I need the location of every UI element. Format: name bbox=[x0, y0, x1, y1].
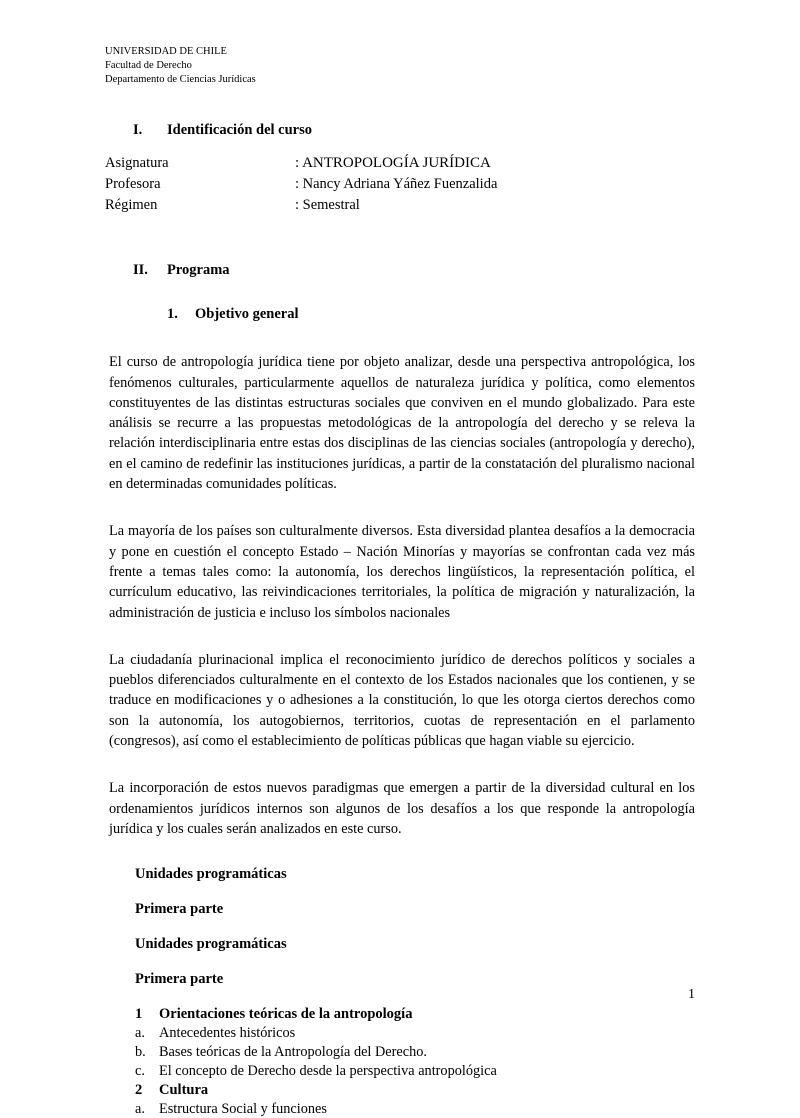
unit-heading: Unidades programáticas bbox=[135, 866, 287, 883]
spacer bbox=[105, 339, 695, 352]
list-item-numeral: b. bbox=[135, 1044, 146, 1061]
row-value-asignatura: : ANTROPOLOGÍA JURÍDICA bbox=[295, 154, 491, 171]
section-numeral: I. bbox=[133, 121, 143, 138]
list-item bbox=[105, 1025, 695, 1042]
unit-heading: Unidades programáticas bbox=[135, 936, 287, 953]
section-heading-programa bbox=[105, 262, 695, 279]
unit-heading: Primera parte bbox=[135, 971, 224, 988]
letterhead-faculty: Facultad de Derecho bbox=[105, 60, 192, 72]
subheading-numeral: 1. bbox=[167, 306, 178, 323]
list-item-numeral: c. bbox=[135, 1063, 145, 1080]
course-identification-table bbox=[105, 153, 695, 217]
table-row bbox=[105, 195, 695, 216]
table-row bbox=[105, 174, 695, 195]
list-item-numeral: a. bbox=[135, 1101, 145, 1118]
unit-heading: Primera parte bbox=[135, 901, 224, 918]
list-item-label: Orientaciones teóricas de la antropología bbox=[159, 1006, 413, 1023]
row-label-asignatura: Asignatura bbox=[105, 154, 169, 171]
letterhead bbox=[105, 45, 695, 88]
spacer bbox=[105, 293, 695, 306]
list-item bbox=[105, 1044, 695, 1061]
section-title: Identificación del curso bbox=[167, 121, 312, 138]
page-number: 1 bbox=[688, 987, 695, 1002]
row-label-profesora: Profesora bbox=[105, 176, 161, 193]
row-value-profesora: : Nancy Adriana Yáñez Fuenzalida bbox=[295, 176, 498, 193]
spacer bbox=[105, 216, 695, 262]
row-value-regimen: : Semestral bbox=[295, 197, 360, 214]
list-item-label: El concepto de Derecho desde la perspectiva antropológica bbox=[159, 1063, 497, 1080]
list-item-label: Bases teóricas de la Antropología del Derecho. bbox=[159, 1044, 427, 1061]
list-item-numeral: 1 bbox=[135, 1006, 143, 1023]
spacer bbox=[105, 508, 695, 521]
spacer bbox=[105, 765, 695, 778]
letterhead-university: UNIVERSIDAD DE CHILE bbox=[105, 46, 227, 57]
paragraph: El curso de antropología jurídica tiene por objeto analizar, desde una perspectiva antropológica, los fenómenos culturales, particularmente aquellos de naturaleza jurídica y política, como elementos constituyentes de las distintas estructuras sociales que conviven en el mundo globalizado. Para este análisis se recurre a las propuestas metodológicas de la antropología del derecho y se releva la relación interdisciplinaria entre estas dos disciplinas de las ciencias sociales (antropología y derecho), en el camino de redefinir las instituciones jurídicas, a partir de la constatación del pluralismo nacional en determinadas comunidades políticas. bbox=[109, 354, 695, 493]
subheading-text: Objetivo general bbox=[195, 306, 299, 323]
table-row bbox=[105, 153, 695, 175]
list-item bbox=[105, 1006, 695, 1023]
row-label-regimen: Régimen bbox=[105, 197, 158, 214]
paragraph: La mayoría de los países son culturalmente diversos. Esta diversidad plantea desafíos a la democracia y pone en cuestión el concepto Estado – Nación Minorías y mayorías se confrontan cada vez más frente a temas tales como: la autonomía, los derechos lingüísticos, la representación política, el currículum educativo, las reivindicaciones territoriales, la política de migración y naturalización, la administración de justicia e incluso los símbolos nacionales bbox=[109, 523, 695, 621]
subheading-objetivo-general bbox=[105, 306, 695, 323]
list-item bbox=[105, 1082, 695, 1099]
list-item-label: Cultura bbox=[159, 1082, 209, 1099]
paragraph: La incorporación de estos nuevos paradigmas que emergen a partir de la diversidad cultural en los ordenamientos jurídicos internos son algunos de los desafíos a los que responde la antropología jurídica y los cuales serán analizados en este curso. bbox=[109, 780, 695, 837]
list-item-numeral: a. bbox=[135, 1025, 145, 1042]
spacer bbox=[105, 853, 695, 866]
section-numeral: II. bbox=[133, 262, 148, 279]
section-title: Programa bbox=[167, 262, 230, 279]
section-heading-identification bbox=[105, 122, 695, 139]
spacer bbox=[105, 637, 695, 650]
list-item bbox=[105, 1063, 695, 1080]
letterhead-department: Departamento de Ciencias Jurídicas bbox=[105, 74, 256, 86]
list-item-label: Antecedentes históricos bbox=[159, 1025, 296, 1042]
list-item-label: Estructura Social y funciones bbox=[159, 1101, 327, 1118]
list-item-numeral: 2 bbox=[135, 1082, 143, 1099]
list-item bbox=[105, 1101, 695, 1118]
paragraph: La ciudadanía plurinacional implica el reconocimiento jurídico de derechos políticos y sociales a pueblos diferenciados culturalmente en el contexto de los Estados nacionales que los contienen, y se traduce en modificaciones y o adhesiones a la constitución, lo que les otorga ciertos derechos como son la autonomía, los autogobiernos, territorios, cuotas de representación en el parlamento (congresos), así como el establecimiento de políticas públicas que hagan viable su ejercicio. bbox=[109, 651, 695, 750]
